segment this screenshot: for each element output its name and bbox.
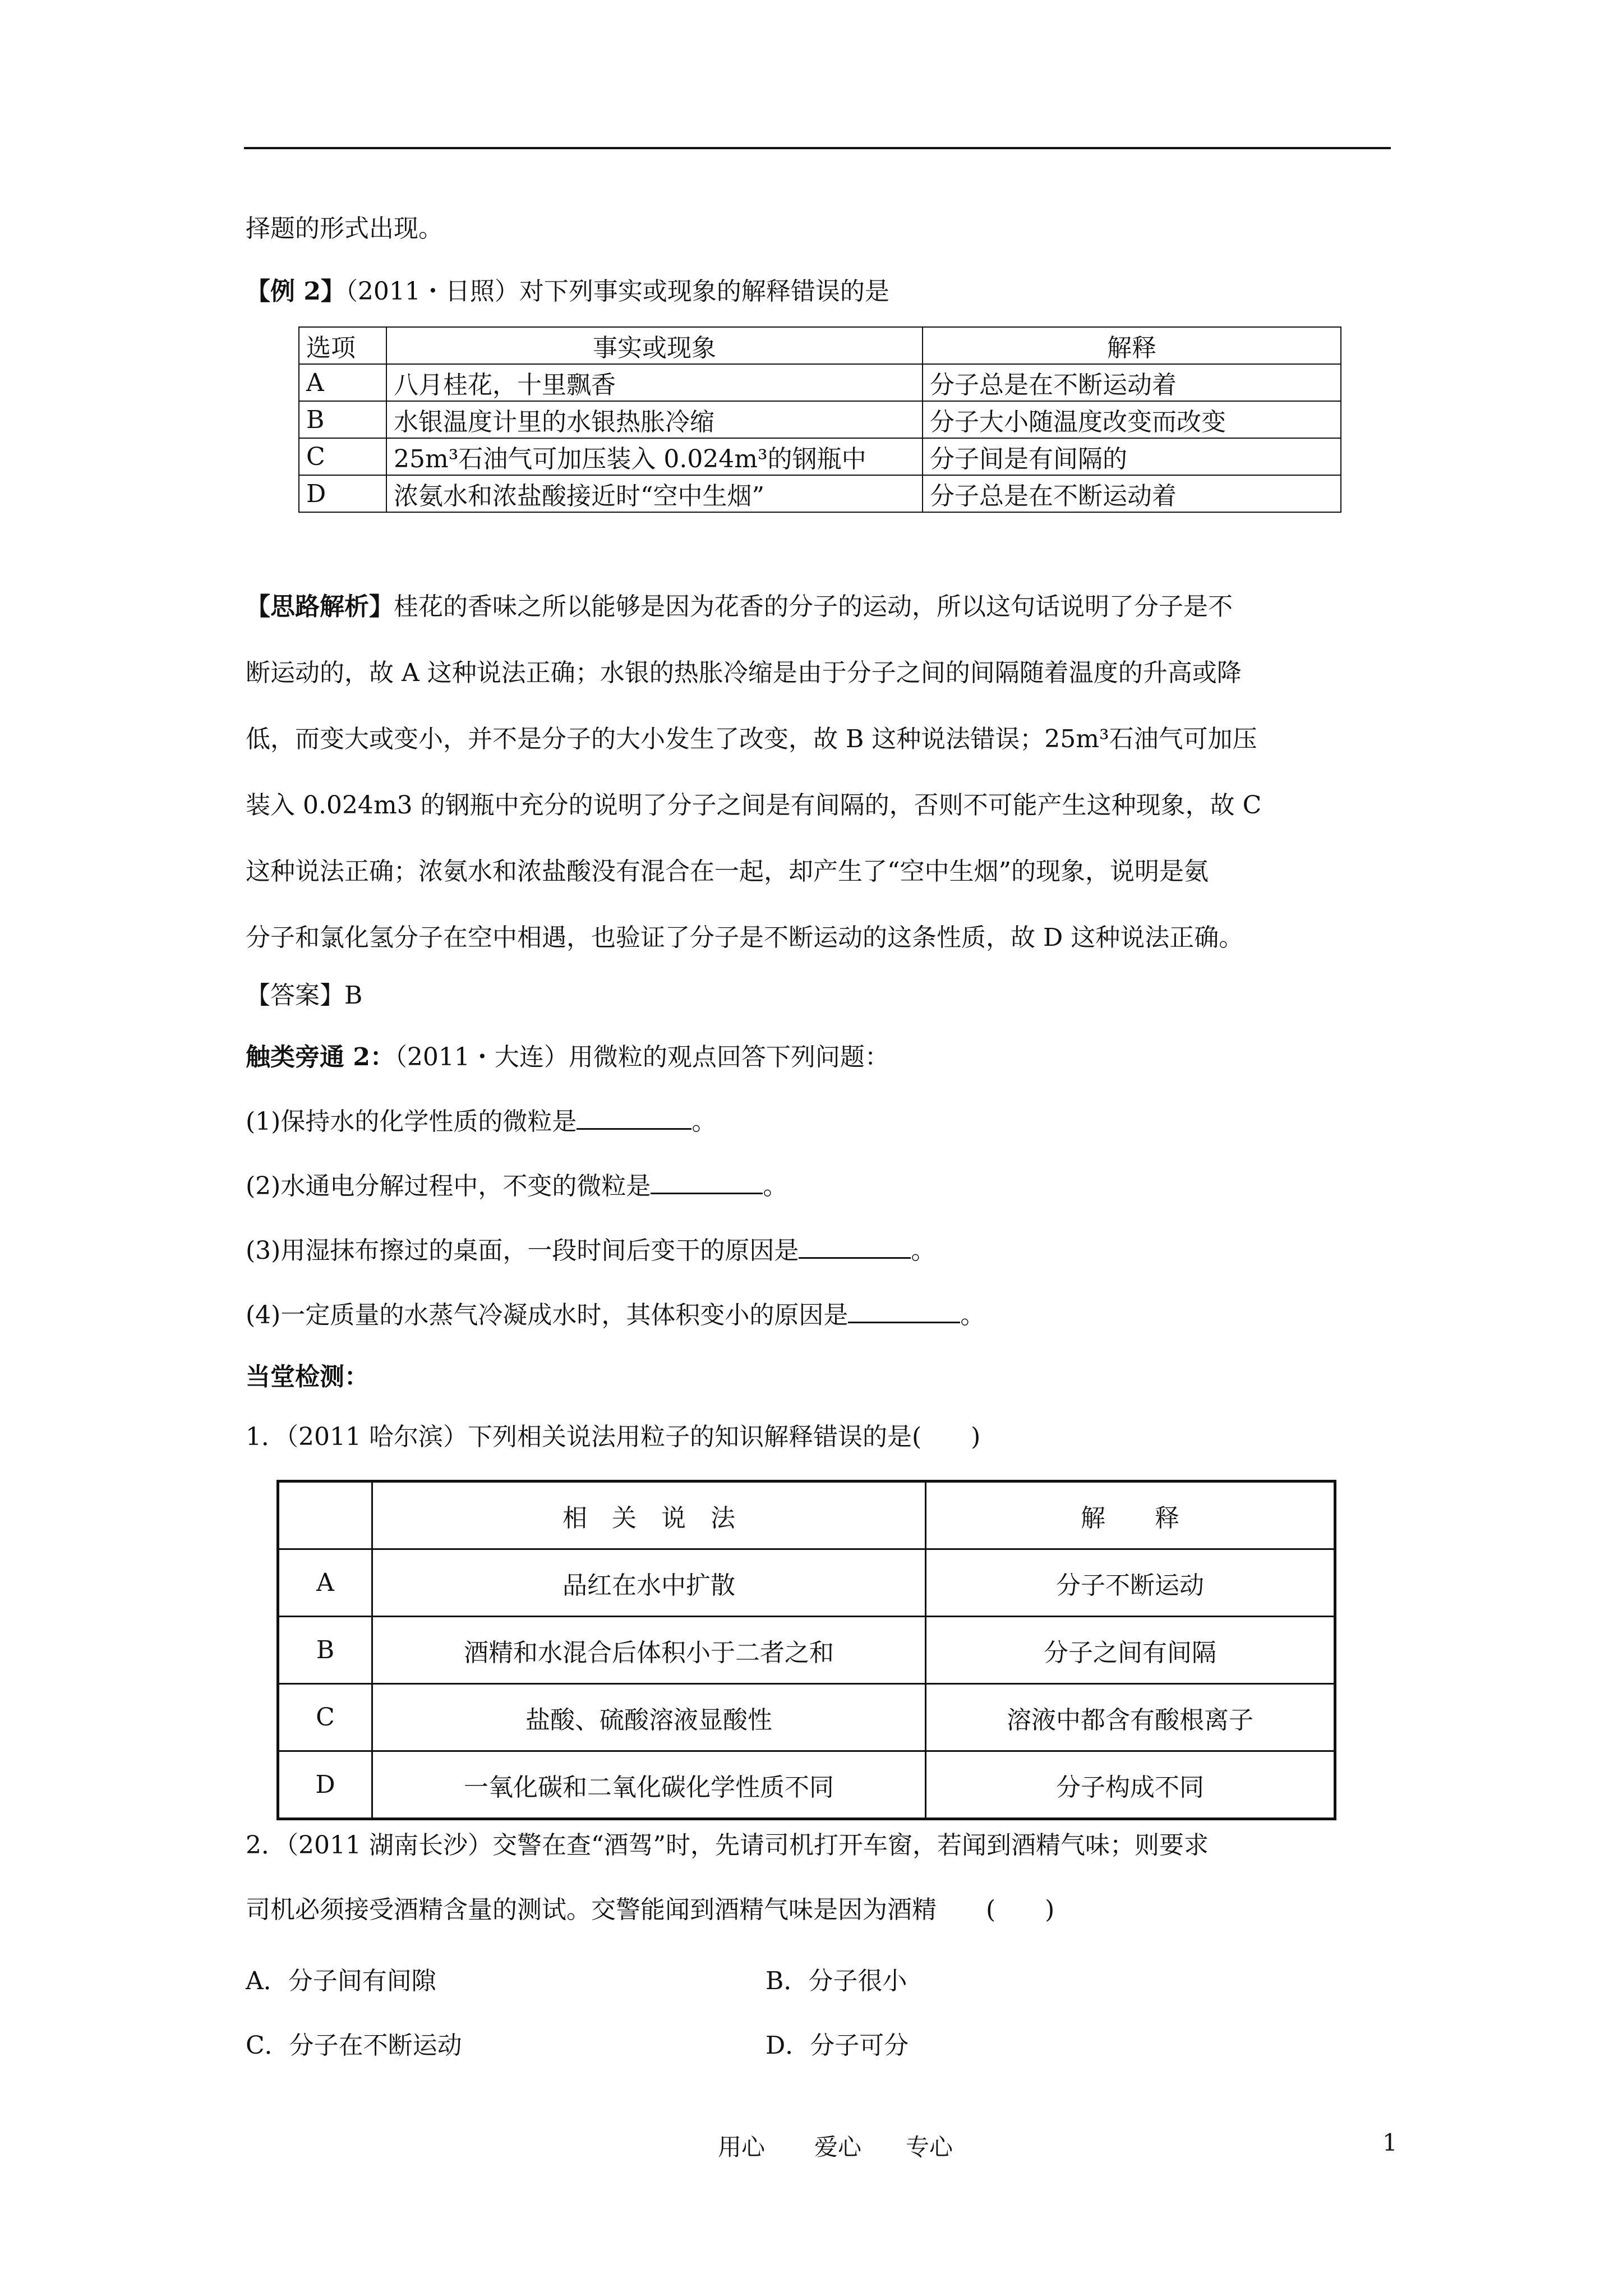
analysis-line-1: 【思路解析】桂花的香味之所以能够是因为花香的分子的运动，所以这句话说明了分子是不: [246, 592, 1233, 621]
practice2-q3: (3)用湿抹布擦过的桌面，一段时间后变干的原因是 。: [246, 1234, 935, 1268]
table-cell: B: [299, 401, 386, 438]
analysis-line-6: 分子和氯化氢分子在空中相遇，也验证了分子是不断运动的这条性质，故 D 这种说法正确。: [246, 923, 1244, 952]
table-cell: 盐酸、硫酸溶液显酸性: [372, 1684, 926, 1751]
table-header-cell: [278, 1481, 372, 1549]
check-q2-line-1: 2．（2011 湖南长沙）交警在查“酒驾”时，先请司机打开车窗，若闻到酒精气味；则要求: [246, 1831, 1209, 1860]
table-cell: 分子之间有间隔: [926, 1617, 1335, 1684]
option-b[interactable]: B．分子很小: [766, 1967, 907, 1995]
example2-heading: [246, 275, 889, 309]
answer-blank[interactable]: [651, 1170, 763, 1194]
table-cell: 分子总是在不断运动着: [923, 364, 1341, 401]
table-header-row: [299, 327, 1341, 364]
table-row: [299, 438, 1341, 475]
analysis-line-2: 断运动的，故 A 这种说法正确；水银的热胀冷缩是由于分子之间的间隔随着温度的升高或降: [246, 659, 1242, 687]
table-row: [278, 1751, 1335, 1819]
table-header-cell: 事实或现象: [386, 327, 923, 364]
footer-motto-3: 专心: [906, 2133, 953, 2161]
practice2-tag: 触类旁通 2：: [246, 1043, 395, 1071]
table-row: [299, 364, 1341, 401]
answer: 【答案】B: [246, 981, 363, 1010]
answer-blank[interactable]: [799, 1235, 911, 1259]
table-row: [278, 1549, 1335, 1617]
table-cell: C: [278, 1684, 372, 1751]
option-c[interactable]: C．分子在不断运动: [246, 2031, 462, 2060]
table-cell: 分子构成不同: [926, 1751, 1335, 1819]
table-cell: 溶液中都含有酸根离子: [926, 1684, 1335, 1751]
table-header-cell: 选项: [299, 327, 386, 364]
analysis-line-5: 这种说法正确；浓氨水和浓盐酸没有混合在一起，却产生了“空中生烟”的现象，说明是氨: [246, 857, 1209, 886]
intro-tail: 择题的形式出现。: [246, 214, 443, 243]
option-d[interactable]: D．分子可分: [766, 2031, 909, 2060]
table-cell: A: [278, 1549, 372, 1617]
answer-blank[interactable]: [577, 1106, 691, 1130]
example2-table: [298, 326, 1341, 513]
check-q2-line-2: 司机必须接受酒精含量的测试。交警能闻到酒精气味是因为酒精 ( ): [246, 1895, 1055, 1924]
footer-motto-2: 爱心: [814, 2133, 862, 2161]
table-cell: 分子大小随温度改变而改变: [923, 401, 1341, 438]
example2-tag: 【例 2】: [246, 277, 345, 306]
table-row: [299, 401, 1341, 438]
table-cell: 分子总是在不断运动着: [923, 475, 1341, 512]
analysis-line-4: 装入 0.024m3 的钢瓶中充分的说明了分子之间是有间隔的，否则不可能产生这种现象，故 C: [246, 791, 1262, 820]
table-header-cell: 解 释: [926, 1481, 1335, 1549]
table-cell: D: [299, 475, 386, 512]
check-title: 当堂检测：: [246, 1363, 369, 1391]
page-number: 1: [1382, 2129, 1398, 2156]
analysis-line-3: 低，而变大或变小，并不是分子的大小发生了改变，故 B 这种说法错误；25m³石油气可加压: [246, 725, 1257, 753]
table-cell: C: [299, 438, 386, 475]
table-cell: 分子间是有间隔的: [923, 438, 1341, 475]
practice2-q4: (4)一定质量的水蒸气冷凝成水时，其体积变小的原因是 。: [246, 1299, 985, 1332]
practice2-q1: (1)保持水的化学性质的微粒是 。: [246, 1105, 716, 1139]
check-q1: 1．（2011 哈尔滨）下列相关说法用粒子的知识解释错误的是( ): [246, 1423, 981, 1451]
example2-text: （2011・日照）对下列事实或现象的解释错误的是: [345, 277, 889, 306]
table-header-cell: 相 关 说 法: [372, 1481, 926, 1549]
table-cell: 品红在水中扩散: [372, 1549, 926, 1617]
option-a[interactable]: A．分子间有间隙: [246, 1967, 436, 1995]
table-cell: 一氧化碳和二氧化碳化学性质不同: [372, 1751, 926, 1819]
table-header-cell: 解释: [923, 327, 1341, 364]
table-cell: 酒精和水混合后体积小于二者之和: [372, 1617, 926, 1684]
table-row: [278, 1684, 1335, 1751]
table-cell: B: [278, 1617, 372, 1684]
answer-blank[interactable]: [848, 1299, 960, 1323]
table-cell: 八月桂花，十里飘香: [386, 364, 923, 401]
analysis-tag: 【思路解析】: [246, 592, 394, 621]
table-cell: 水银温度计里的水银热胀冷缩: [386, 401, 923, 438]
table-row: [278, 1617, 1335, 1684]
table-cell: 分子不断运动: [926, 1549, 1335, 1617]
practice2-heading: 触类旁通 2：（2011・大连）用微粒的观点回答下列问题：: [246, 1043, 889, 1071]
footer-motto-1: 用心: [718, 2133, 766, 2161]
table-cell: 浓氨水和浓盐酸接近时“空中生烟”: [386, 475, 923, 512]
table-header-row: [278, 1481, 1335, 1549]
check-table: [276, 1480, 1336, 1820]
table-cell: 25m³石油气可加压装入 0.024m³的钢瓶中: [386, 438, 923, 475]
practice2-q2: (2)水通电分解过程中，不变的微粒是 。: [246, 1170, 787, 1203]
table-row: [299, 475, 1341, 512]
table-cell: D: [278, 1751, 372, 1819]
table-cell: A: [299, 364, 386, 401]
header-rule: [244, 147, 1391, 149]
